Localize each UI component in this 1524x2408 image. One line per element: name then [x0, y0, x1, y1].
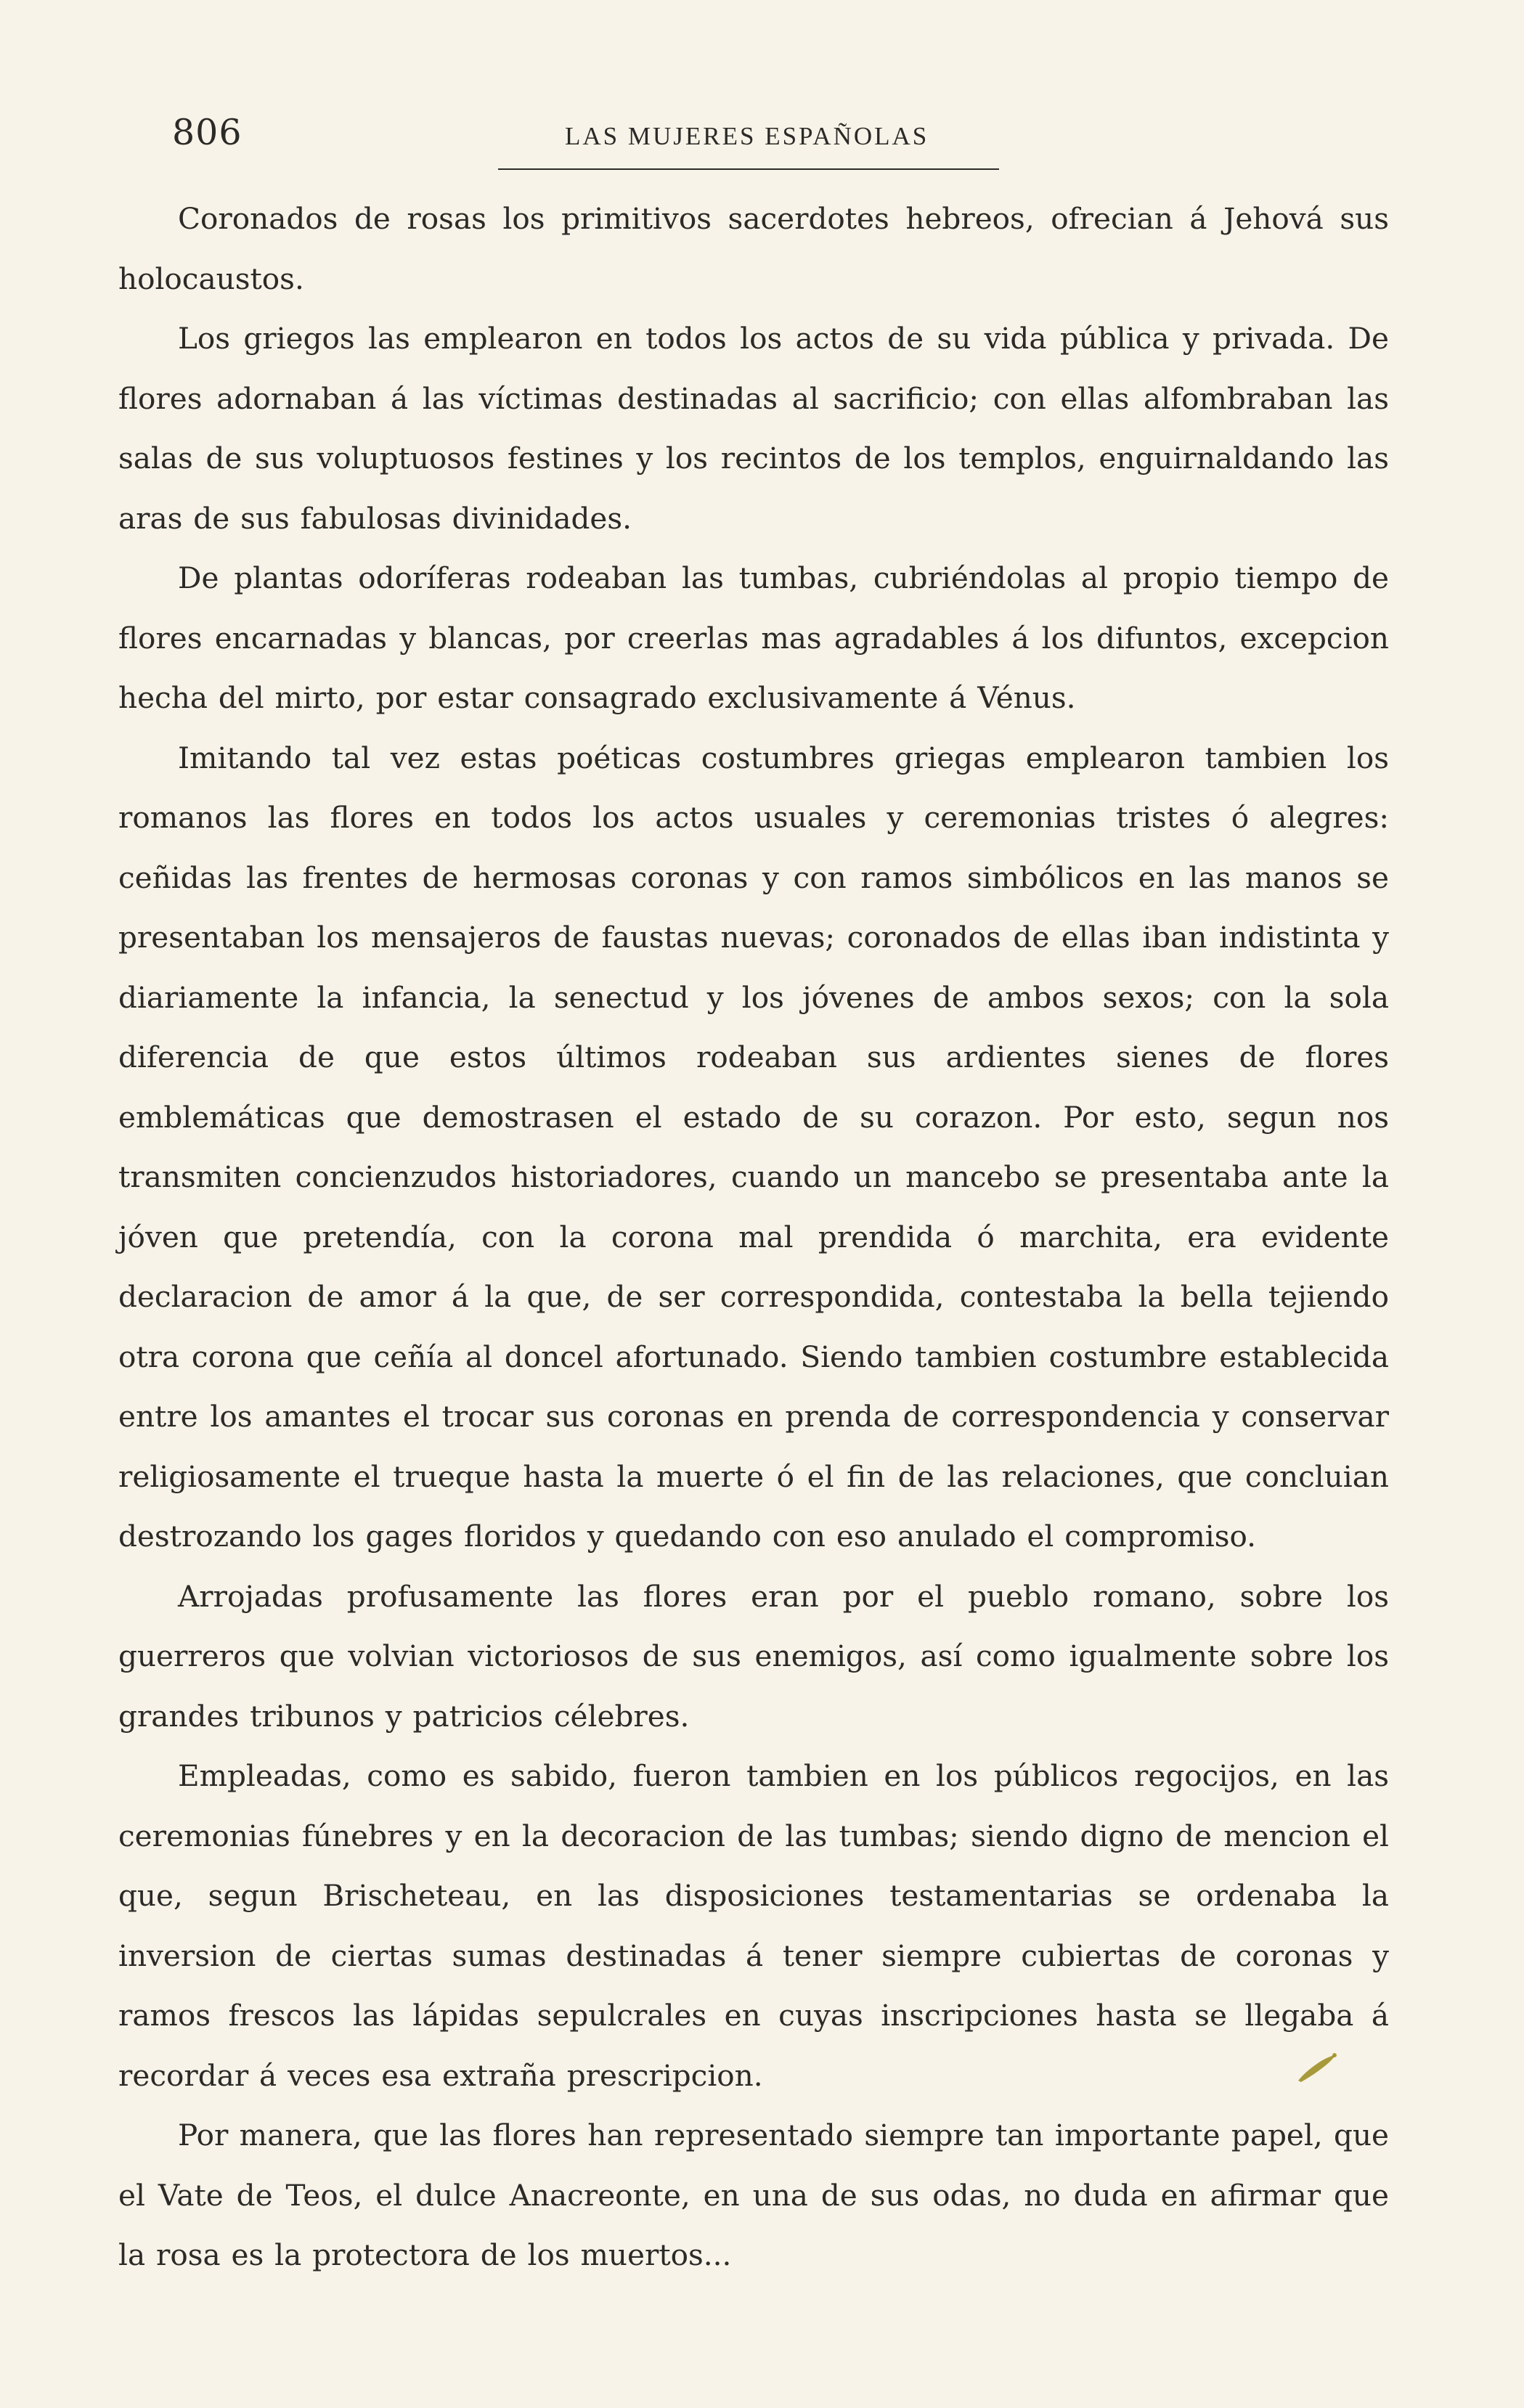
ink-stain-mark — [1295, 2052, 1339, 2083]
paragraph-1: Coronados de rosas los primitivos sacerdotes hebreos, ofrecian á Jehová sus holocaustos. — [118, 201, 1389, 296]
ink-stain-shape — [1298, 2054, 1336, 2082]
header-rule — [498, 168, 999, 170]
paragraph-4: Imitando tal vez estas poéticas costumbres griegas emplearon tambien los romanos las flores en todos los actos usuales y ceremonias tristes ó alegres: ceñidas las frentes de hermosas coronas y con ramos simbólicos en las manos se presentaban los mensajeros de faustas nuevas; coronados de ellas iban indistinta y diariamente la infancia, la senectud y los jóvenes de ambos sexos; con la sola diferencia de que estos últimos rodeaban sus ardientes sienes de flores emblemáticas que demostrasen el estado de su corazon. Por esto, segun nos transmiten concienzudos historiadores, cuando un mancebo se presentaba ante la jóven que pretendía, con la corona mal prendida ó marchita, era evidente declaracion de amor á la que, de ser correspondida, contestaba la bella tejiendo otra corona que ceñía al doncel afortunado. Siendo tambien costumbre establecida entre los amantes el trocar sus coronas en prenda de correspondencia y conservar religiosamente el trueque hasta la muerte ó el fin de las relaciones, que concluian destrozando los gages floridos y quedando con eso anulado el compromiso. — [118, 740, 1389, 1554]
paragraph-2: Los griegos las emplearon en todos los actos de su vida pública y privada. De flores adornaban á las víctimas destinadas al sacrificio; con ellas alfombraban las salas de sus voluptuosos festines y los recintos de los templos, enguirnaldando las aras de sus fabulosas divinidades. — [118, 321, 1389, 536]
running-title: LAS MUJERES ESPAÑOLAS — [565, 122, 929, 150]
paragraph-7: Por manera, que las flores han representado siempre tan importante papel, que el Vate de Teos, el dulce Anacreonte, en una de sus odas, no duda en afirmar que la rosa es la protectora de los muertos... — [118, 2118, 1389, 2272]
page-number: 806 — [172, 112, 243, 153]
paragraph-3: De plantas odoríferas rodeaban las tumbas, cubriéndolas al propio tiempo de flores encarnadas y blancas, por creerlas mas agradables á los difuntos, excepcion hecha del mirto, por estar consagrado exclusivamente á Vénus. — [118, 560, 1389, 715]
page-header — [118, 107, 1403, 166]
ink-stain-dot — [1332, 2053, 1337, 2057]
paragraph-5: Arrojadas profusamente las flores eran por el pueblo romano, sobre los guerreros que volvian victoriosos de sus enemigos, así como igualmente sobre los grandes tribunos y patricios célebres. — [118, 1578, 1389, 1734]
paragraph-6: Empleadas, como es sabido, fueron tambien en los públicos regocijos, en las ceremonias fúnebres y en la decoracion de las tumbas; siendo digno de mencion el que, segun Brischeteau, en las disposiciones testamentarias se ordenaba la inversion de ciertas sumas destinadas á tener siempre cubiertas de coronas y ramos frescos las lápidas sepulcrales en cuyas inscripciones hasta se llegaba á recordar á veces esa extraña prescripcion. — [118, 1758, 1389, 2093]
body-text — [118, 189, 1389, 2285]
